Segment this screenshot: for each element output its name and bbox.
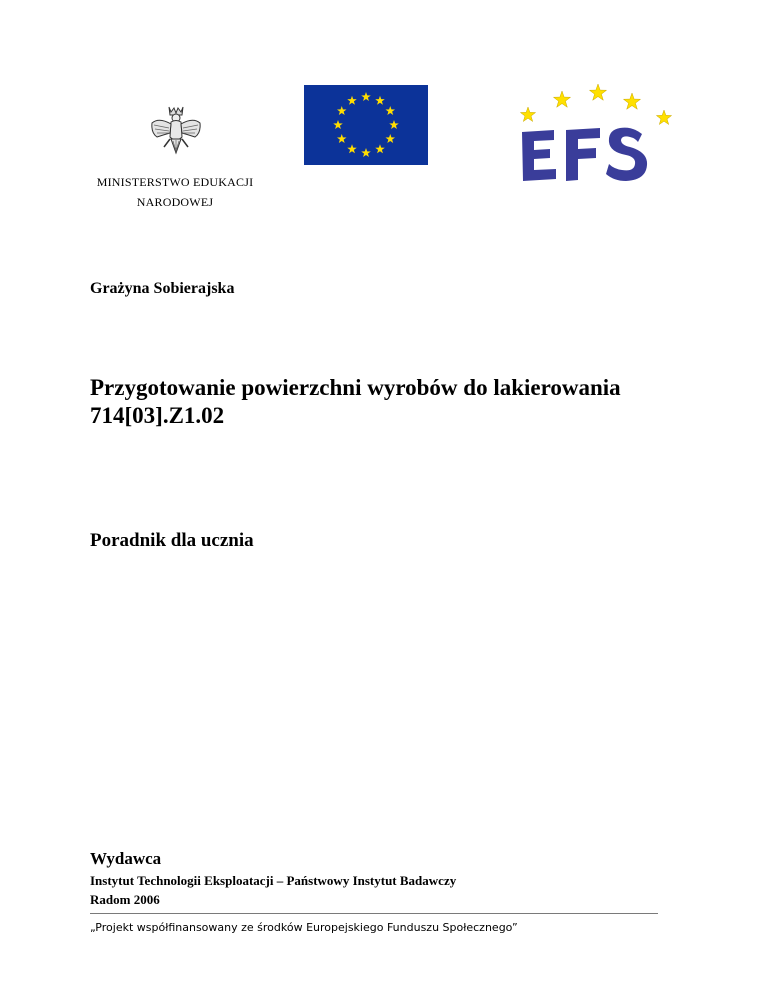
title-line-1: Przygotowanie powierzchni wyrobów do lakierowania (90, 375, 621, 400)
polish-eagle-emblem-icon (147, 103, 205, 161)
efs-star-icon (623, 93, 640, 109)
ministry-line-1: MINISTERSTWO EDUKACJI (96, 175, 254, 189)
efs-logo (514, 82, 678, 186)
efs-star-icon (553, 91, 570, 107)
ministry-line-2: NARODOWEJ (136, 195, 214, 209)
document-subtitle: Poradnik dla ucznia (90, 530, 254, 551)
document-title (90, 374, 621, 430)
efs-star-icon (656, 110, 671, 124)
publisher-city-year: Radom 2006 (90, 892, 160, 907)
efs-letter-f (566, 128, 600, 181)
efs-star-icon (520, 107, 535, 121)
ministry-name (80, 172, 270, 212)
footer-divider (90, 913, 658, 914)
efs-letter-e (522, 130, 556, 181)
footer-note: „Projekt współfinansowany ze środków Europejskiego Funduszu Społecznego” (90, 921, 518, 934)
eu-flag-icon (304, 85, 428, 165)
efs-star-icon (589, 84, 606, 100)
title-line-2: 714[03].Z1.02 (90, 403, 225, 428)
author-name: Grażyna Sobierajska (90, 280, 235, 297)
publisher-name: Instytut Technologii Eksploatacji – Państwowy Instytut Badawczy (90, 873, 457, 888)
efs-letter-s (606, 128, 647, 181)
publisher-heading: Wydawca (90, 849, 162, 868)
